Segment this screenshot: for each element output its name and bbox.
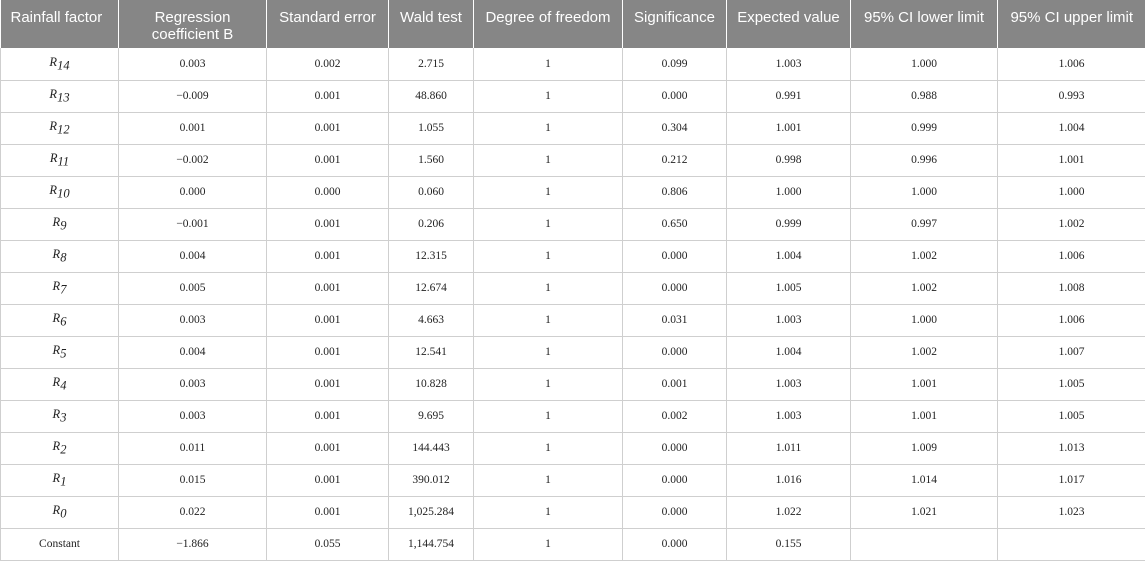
cell-expected-value: 0.998 [727, 144, 851, 176]
cell-significance: 0.001 [623, 368, 727, 400]
cell-ci-lower: 1.009 [851, 432, 998, 464]
cell-coefficient-b: −0.001 [119, 208, 267, 240]
cell-ci-upper: 1.005 [998, 400, 1145, 432]
cell-degree-of-freedom: 1 [474, 208, 623, 240]
cell-rainfall-factor [1, 144, 119, 176]
cell-standard-error: 0.001 [267, 208, 389, 240]
table-row [1, 176, 1145, 208]
cell-degree-of-freedom: 1 [474, 80, 623, 112]
factor-label: R [52, 246, 61, 261]
cell-significance: 0.806 [623, 176, 727, 208]
table-body [1, 48, 1145, 560]
cell-degree-of-freedom: 1 [474, 144, 623, 176]
cell-significance: 0.000 [623, 432, 727, 464]
cell-ci-upper: 1.006 [998, 48, 1145, 80]
cell-expected-value: 1.004 [727, 336, 851, 368]
header-significance: Significance [623, 0, 727, 48]
table-row [1, 80, 1145, 112]
cell-degree-of-freedom: 1 [474, 176, 623, 208]
cell-wald-test: 2.715 [389, 48, 474, 80]
cell-significance: 0.000 [623, 80, 727, 112]
factor-subscript: 8 [60, 250, 67, 265]
header-ci-lower: 95% CI lower limit [851, 0, 998, 48]
cell-ci-lower: 1.000 [851, 48, 998, 80]
cell-coefficient-b: 0.003 [119, 368, 267, 400]
cell-significance: 0.000 [623, 464, 727, 496]
factor-subscript: 9 [60, 218, 67, 233]
cell-coefficient-b: 0.001 [119, 112, 267, 144]
cell-expected-value: 1.003 [727, 48, 851, 80]
cell-degree-of-freedom: 1 [474, 528, 623, 560]
factor-label: R [49, 182, 58, 197]
header-degree-of-freedom: Degree of freedom [474, 0, 623, 48]
cell-significance: 0.000 [623, 528, 727, 560]
cell-standard-error: 0.002 [267, 48, 389, 80]
table-row [1, 400, 1145, 432]
cell-ci-upper [998, 528, 1145, 560]
cell-ci-lower: 1.001 [851, 400, 998, 432]
factor-subscript: 12 [57, 122, 70, 137]
cell-degree-of-freedom: 1 [474, 400, 623, 432]
cell-degree-of-freedom: 1 [474, 112, 623, 144]
cell-expected-value: 1.022 [727, 496, 851, 528]
cell-ci-lower: 1.021 [851, 496, 998, 528]
cell-expected-value: 0.991 [727, 80, 851, 112]
factor-subscript: 6 [60, 314, 67, 329]
cell-wald-test: 12.674 [389, 272, 474, 304]
cell-wald-test: 390.012 [389, 464, 474, 496]
cell-ci-upper: 1.023 [998, 496, 1145, 528]
header-expected-value: Expected value [727, 0, 851, 48]
factor-subscript: 5 [60, 346, 67, 361]
cell-rainfall-factor [1, 176, 119, 208]
cell-coefficient-b: −0.009 [119, 80, 267, 112]
factor-label: R [49, 54, 58, 69]
cell-ci-upper: 1.005 [998, 368, 1145, 400]
cell-wald-test: 48.860 [389, 80, 474, 112]
cell-ci-lower: 1.001 [851, 368, 998, 400]
factor-label: R [52, 374, 61, 389]
cell-standard-error: 0.001 [267, 304, 389, 336]
cell-significance: 0.000 [623, 240, 727, 272]
cell-coefficient-b: 0.003 [119, 48, 267, 80]
cell-wald-test: 0.060 [389, 176, 474, 208]
header-standard-error: Standard error [267, 0, 389, 48]
factor-label: R [52, 438, 61, 453]
cell-ci-upper: 0.993 [998, 80, 1145, 112]
cell-ci-upper: 1.007 [998, 336, 1145, 368]
cell-coefficient-b: 0.004 [119, 336, 267, 368]
factor-subscript: 11 [57, 154, 70, 169]
cell-rainfall-factor [1, 432, 119, 464]
cell-wald-test: 1.055 [389, 112, 474, 144]
cell-rainfall-factor [1, 400, 119, 432]
cell-significance: 0.650 [623, 208, 727, 240]
cell-expected-value: 1.005 [727, 272, 851, 304]
cell-degree-of-freedom: 1 [474, 272, 623, 304]
factor-label: R [52, 310, 61, 325]
cell-ci-upper: 1.000 [998, 176, 1145, 208]
cell-significance: 0.000 [623, 496, 727, 528]
cell-ci-upper: 1.017 [998, 464, 1145, 496]
factor-label: R [52, 502, 61, 517]
cell-rainfall-factor [1, 368, 119, 400]
table-row [1, 240, 1145, 272]
cell-standard-error: 0.001 [267, 240, 389, 272]
cell-ci-upper: 1.002 [998, 208, 1145, 240]
cell-ci-upper: 1.004 [998, 112, 1145, 144]
table-row [1, 464, 1145, 496]
cell-expected-value: 1.000 [727, 176, 851, 208]
cell-rainfall-factor [1, 48, 119, 80]
cell-ci-lower: 0.988 [851, 80, 998, 112]
cell-ci-lower: 0.996 [851, 144, 998, 176]
cell-ci-lower: 1.000 [851, 176, 998, 208]
cell-ci-upper: 1.006 [998, 304, 1145, 336]
factor-label: R [52, 470, 61, 485]
cell-rainfall-factor [1, 112, 119, 144]
header-rainfall-factor: Rainfall factor [1, 0, 119, 48]
cell-wald-test: 10.828 [389, 368, 474, 400]
factor-label: R [52, 406, 61, 421]
cell-expected-value: 0.155 [727, 528, 851, 560]
cell-wald-test: 12.541 [389, 336, 474, 368]
cell-rainfall-factor [1, 464, 119, 496]
table-row [1, 48, 1145, 80]
cell-standard-error: 0.001 [267, 400, 389, 432]
factor-label: Constant [39, 538, 80, 550]
cell-ci-upper: 1.006 [998, 240, 1145, 272]
cell-expected-value: 1.011 [727, 432, 851, 464]
cell-coefficient-b: 0.004 [119, 240, 267, 272]
table-row [1, 336, 1145, 368]
cell-expected-value: 1.003 [727, 368, 851, 400]
cell-standard-error: 0.001 [267, 464, 389, 496]
cell-coefficient-b: 0.003 [119, 400, 267, 432]
cell-ci-lower: 1.002 [851, 336, 998, 368]
header-wald-test: Wald test [389, 0, 474, 48]
cell-degree-of-freedom: 1 [474, 336, 623, 368]
cell-coefficient-b: 0.011 [119, 432, 267, 464]
cell-degree-of-freedom: 1 [474, 240, 623, 272]
cell-wald-test: 0.206 [389, 208, 474, 240]
cell-significance: 0.099 [623, 48, 727, 80]
cell-ci-lower: 1.000 [851, 304, 998, 336]
cell-significance: 0.002 [623, 400, 727, 432]
cell-ci-lower: 1.014 [851, 464, 998, 496]
cell-degree-of-freedom: 1 [474, 496, 623, 528]
cell-degree-of-freedom: 1 [474, 464, 623, 496]
cell-rainfall-factor [1, 80, 119, 112]
header-row [1, 0, 1145, 48]
cell-wald-test: 12.315 [389, 240, 474, 272]
factor-subscript: 4 [60, 378, 67, 393]
cell-rainfall-factor [1, 528, 119, 560]
cell-standard-error: 0.000 [267, 176, 389, 208]
table-row [1, 304, 1145, 336]
cell-rainfall-factor [1, 496, 119, 528]
cell-wald-test: 1.560 [389, 144, 474, 176]
cell-standard-error: 0.055 [267, 528, 389, 560]
cell-rainfall-factor [1, 336, 119, 368]
cell-expected-value: 0.999 [727, 208, 851, 240]
table-row [1, 368, 1145, 400]
cell-ci-upper: 1.013 [998, 432, 1145, 464]
cell-expected-value: 1.004 [727, 240, 851, 272]
cell-rainfall-factor [1, 208, 119, 240]
cell-degree-of-freedom: 1 [474, 48, 623, 80]
table-row [1, 208, 1145, 240]
table-row [1, 432, 1145, 464]
cell-ci-lower: 1.002 [851, 272, 998, 304]
factor-label: R [52, 214, 61, 229]
cell-wald-test: 4.663 [389, 304, 474, 336]
cell-coefficient-b: 0.022 [119, 496, 267, 528]
cell-standard-error: 0.001 [267, 368, 389, 400]
table-row [1, 144, 1145, 176]
factor-label: R [49, 86, 58, 101]
cell-significance: 0.000 [623, 336, 727, 368]
cell-wald-test: 144.443 [389, 432, 474, 464]
cell-degree-of-freedom: 1 [474, 432, 623, 464]
table-row [1, 112, 1145, 144]
table-row [1, 272, 1145, 304]
cell-coefficient-b: 0.015 [119, 464, 267, 496]
cell-significance: 0.304 [623, 112, 727, 144]
cell-coefficient-b: 0.000 [119, 176, 267, 208]
factor-subscript: 14 [57, 57, 70, 72]
cell-ci-lower: 1.002 [851, 240, 998, 272]
cell-significance: 0.000 [623, 272, 727, 304]
factor-label: R [49, 150, 58, 165]
cell-coefficient-b: −0.002 [119, 144, 267, 176]
cell-degree-of-freedom: 1 [474, 304, 623, 336]
cell-ci-lower: 0.997 [851, 208, 998, 240]
header-regression-coefficient: Regression coefficient B [119, 0, 267, 48]
cell-standard-error: 0.001 [267, 144, 389, 176]
cell-standard-error: 0.001 [267, 272, 389, 304]
cell-rainfall-factor [1, 240, 119, 272]
table-row [1, 528, 1145, 560]
cell-expected-value: 1.003 [727, 400, 851, 432]
factor-subscript: 2 [60, 442, 67, 457]
cell-expected-value: 1.016 [727, 464, 851, 496]
cell-coefficient-b: 0.003 [119, 304, 267, 336]
factor-subscript: 3 [60, 410, 67, 425]
cell-wald-test: 1,025.284 [389, 496, 474, 528]
cell-coefficient-b: 0.005 [119, 272, 267, 304]
factor-subscript: 13 [57, 90, 70, 105]
cell-standard-error: 0.001 [267, 112, 389, 144]
cell-wald-test: 9.695 [389, 400, 474, 432]
cell-degree-of-freedom: 1 [474, 368, 623, 400]
cell-rainfall-factor [1, 304, 119, 336]
cell-standard-error: 0.001 [267, 80, 389, 112]
header-ci-upper: 95% CI upper limit [998, 0, 1145, 48]
factor-subscript: 1 [60, 474, 67, 489]
cell-ci-lower: 0.999 [851, 112, 998, 144]
cell-standard-error: 0.001 [267, 336, 389, 368]
factor-subscript: 7 [60, 282, 67, 297]
cell-coefficient-b: −1.866 [119, 528, 267, 560]
table-row [1, 496, 1145, 528]
cell-ci-upper: 1.008 [998, 272, 1145, 304]
cell-significance: 0.031 [623, 304, 727, 336]
cell-expected-value: 1.001 [727, 112, 851, 144]
cell-rainfall-factor [1, 272, 119, 304]
cell-ci-lower [851, 528, 998, 560]
cell-expected-value: 1.003 [727, 304, 851, 336]
factor-subscript: 0 [60, 506, 67, 521]
cell-wald-test: 1,144.754 [389, 528, 474, 560]
factor-label: R [52, 342, 61, 357]
cell-ci-upper: 1.001 [998, 144, 1145, 176]
cell-standard-error: 0.001 [267, 496, 389, 528]
factor-label: R [49, 118, 58, 133]
cell-significance: 0.212 [623, 144, 727, 176]
cell-standard-error: 0.001 [267, 432, 389, 464]
factor-subscript: 10 [57, 186, 70, 201]
factor-label: R [52, 278, 61, 293]
